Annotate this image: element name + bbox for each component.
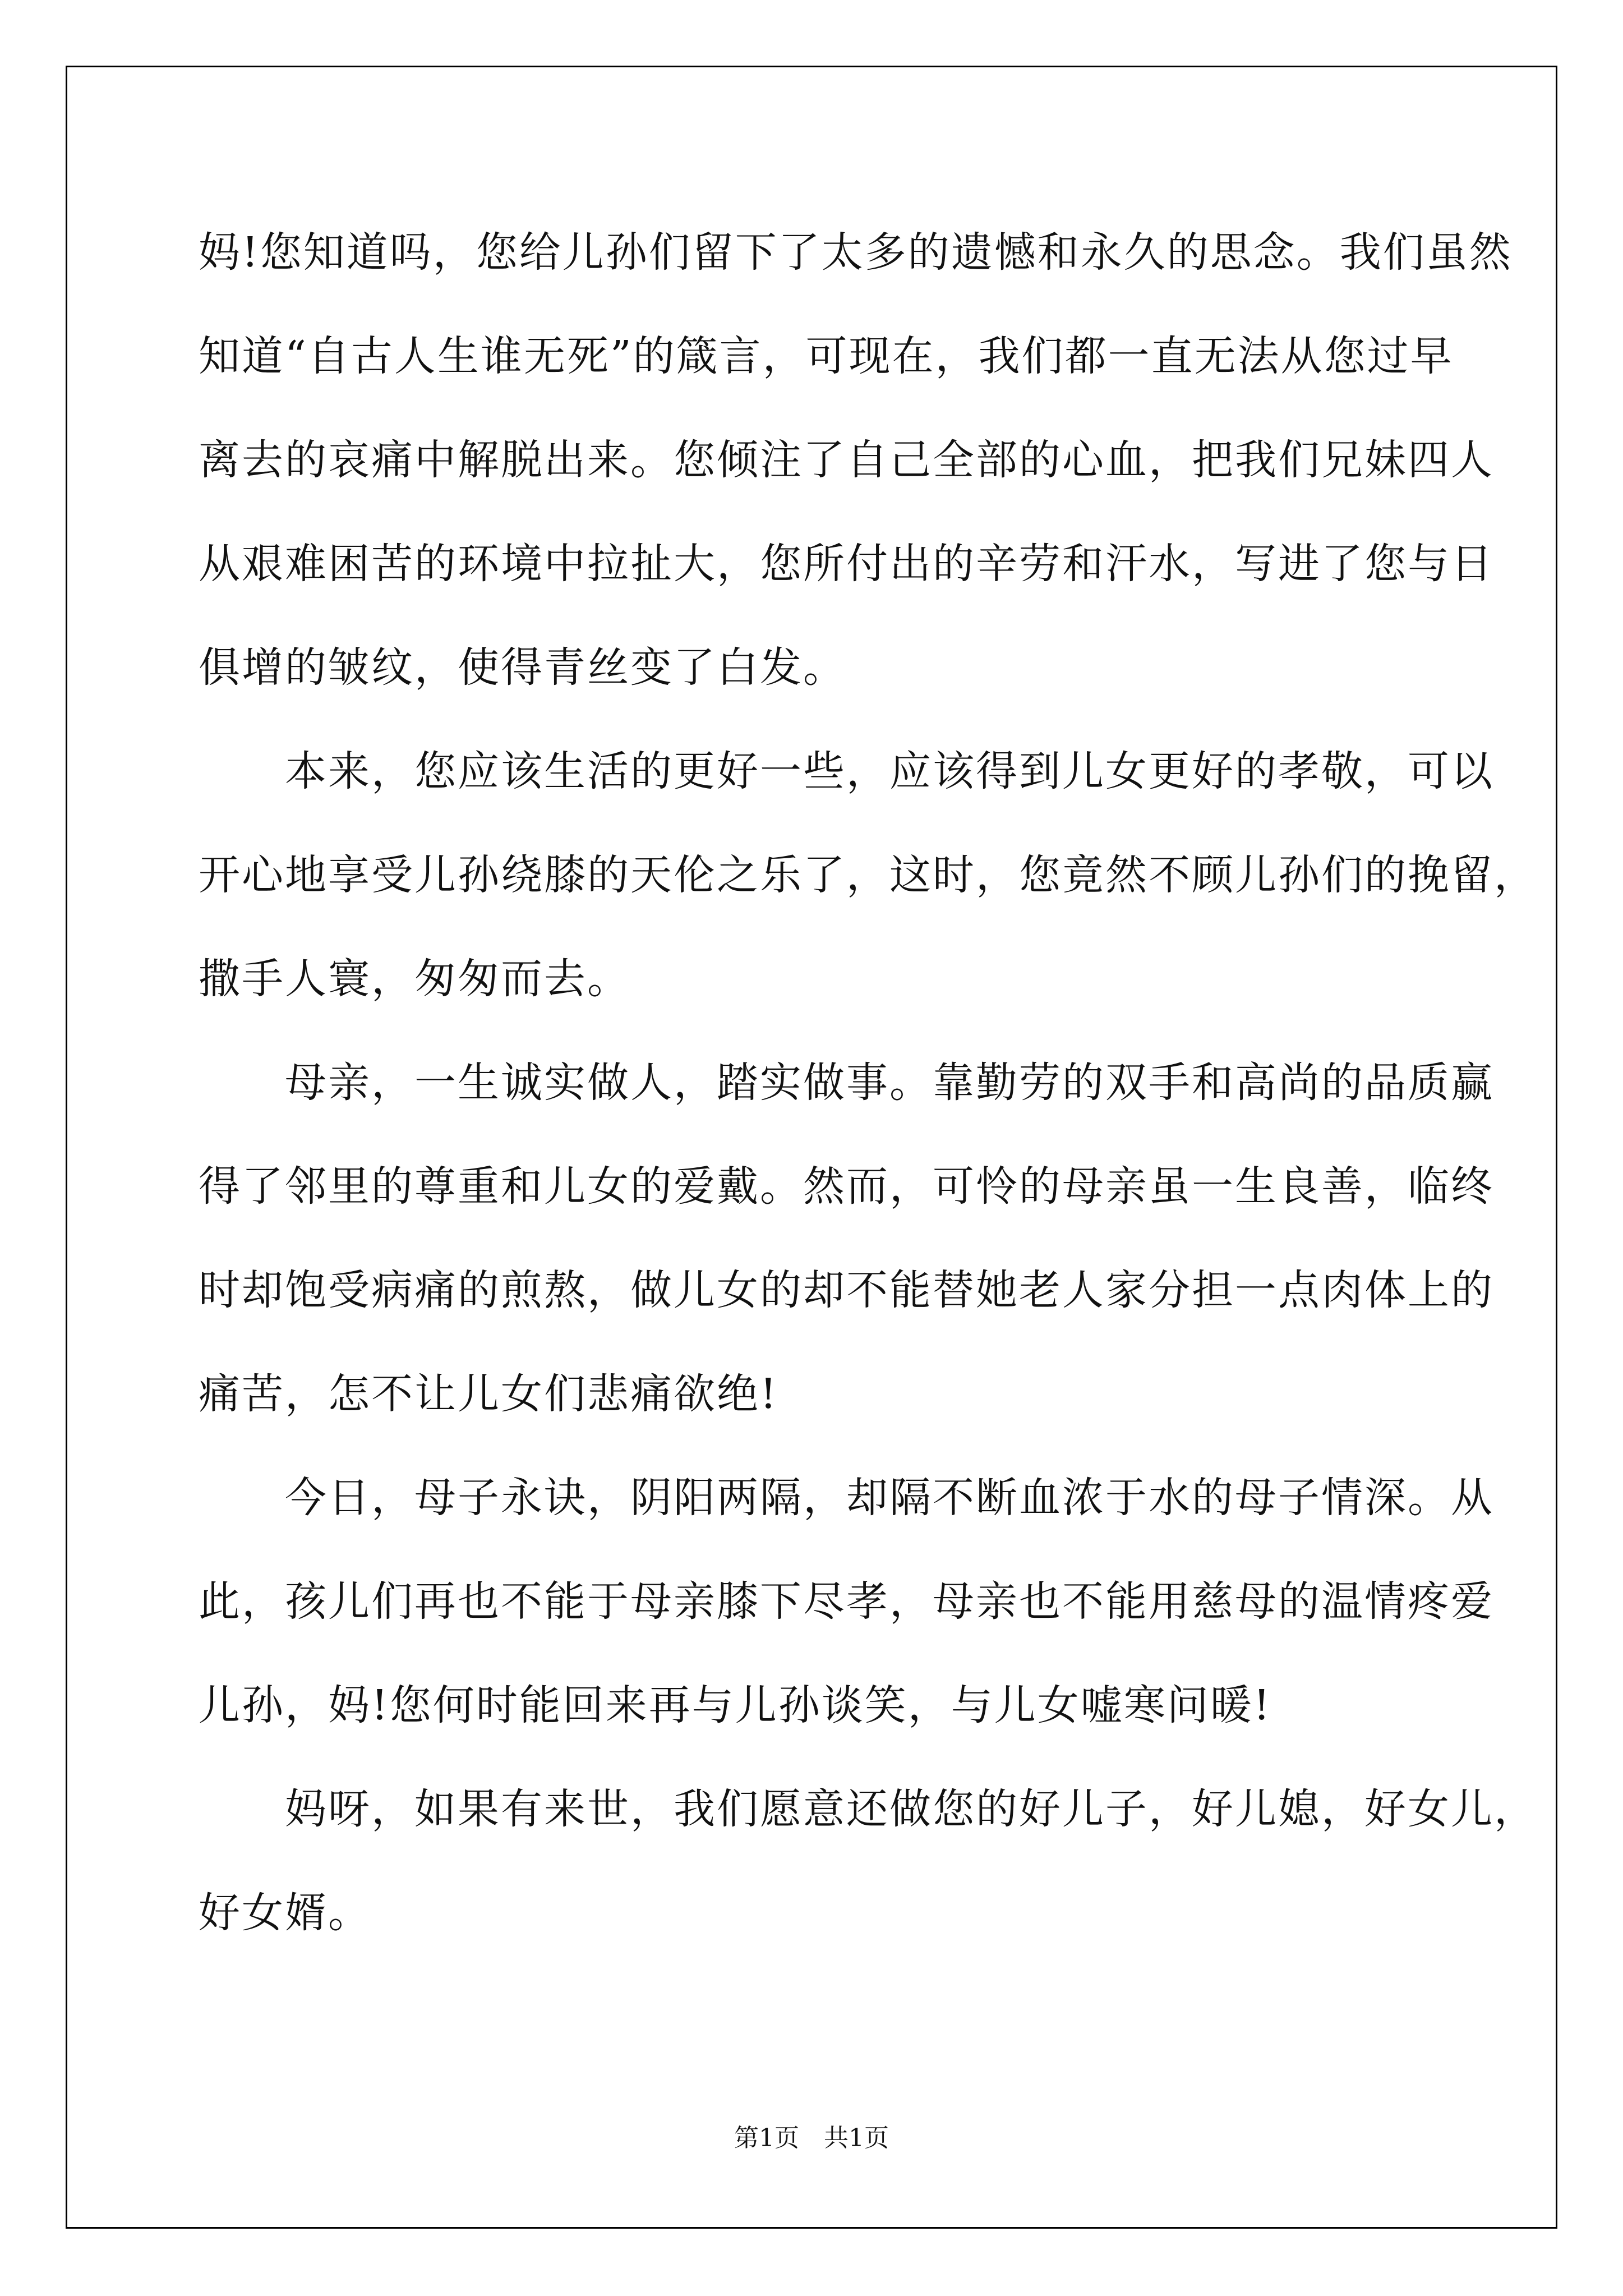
text-line: 此，孩儿们再也不能于母亲膝下尽孝，母亲也不能用慈母的温情疼爱 [199,1577,1494,1626]
text-line: 得了邻里的尊重和儿女的爱戴。然而，可怜的母亲虽一生良善，临终 [199,1162,1494,1211]
text-line: 妈呀，如果有来世，我们愿意还做您的好儿子，好儿媳，好女儿， [199,1785,1537,1833]
text-line: 开心地享受儿孙绕膝的天伦之乐了，这时，您竟然不顾儿孙们的挽留， [199,851,1537,899]
text-line: 好女婿。 [199,1889,371,1937]
text-line: 离去的哀痛中解脱出来。您倾注了自己全部的心血，把我们兄妹四人 [199,436,1494,484]
text-line: 妈!您知道吗，您给儿孙们留下了太多的遗憾和永久的思念。我们虽然 [199,228,1513,277]
text-line: 知道“自古人生谁无死”的箴言，可现在，我们都一直无法从您过早 [199,332,1454,380]
text-line: 痛苦，怎不让儿女们悲痛欲绝! [199,1370,778,1418]
text-line: 儿孙，妈!您何时能回来再与儿孙谈笑，与儿女嘘寒问暖! [199,1681,1272,1729]
text-line: 本来，您应该生活的更好一些，应该得到儿女更好的孝敬，可以 [199,747,1494,795]
page-number-footer: 第1页 共1页 [734,2124,889,2152]
text-line: 母亲，一生诚实做人，踏实做事。靠勤劳的双手和高尚的品质赢 [199,1059,1494,1107]
text-line: 撒手人寰，匆匆而去。 [199,955,630,1003]
text-line: 时却饱受病痛的煎熬，做儿女的却不能替她老人家分担一点肉体上的 [199,1266,1494,1314]
text-line: 俱增的皱纹，使得青丝变了白发。 [199,643,846,692]
text-line: 今日，母子永诀，阴阳两隔，却隔不断血浓于水的母子情深。从 [199,1474,1494,1522]
text-line: 从艰难困苦的环境中拉扯大，您所付出的辛劳和汗水，写进了您与日 [199,540,1494,588]
